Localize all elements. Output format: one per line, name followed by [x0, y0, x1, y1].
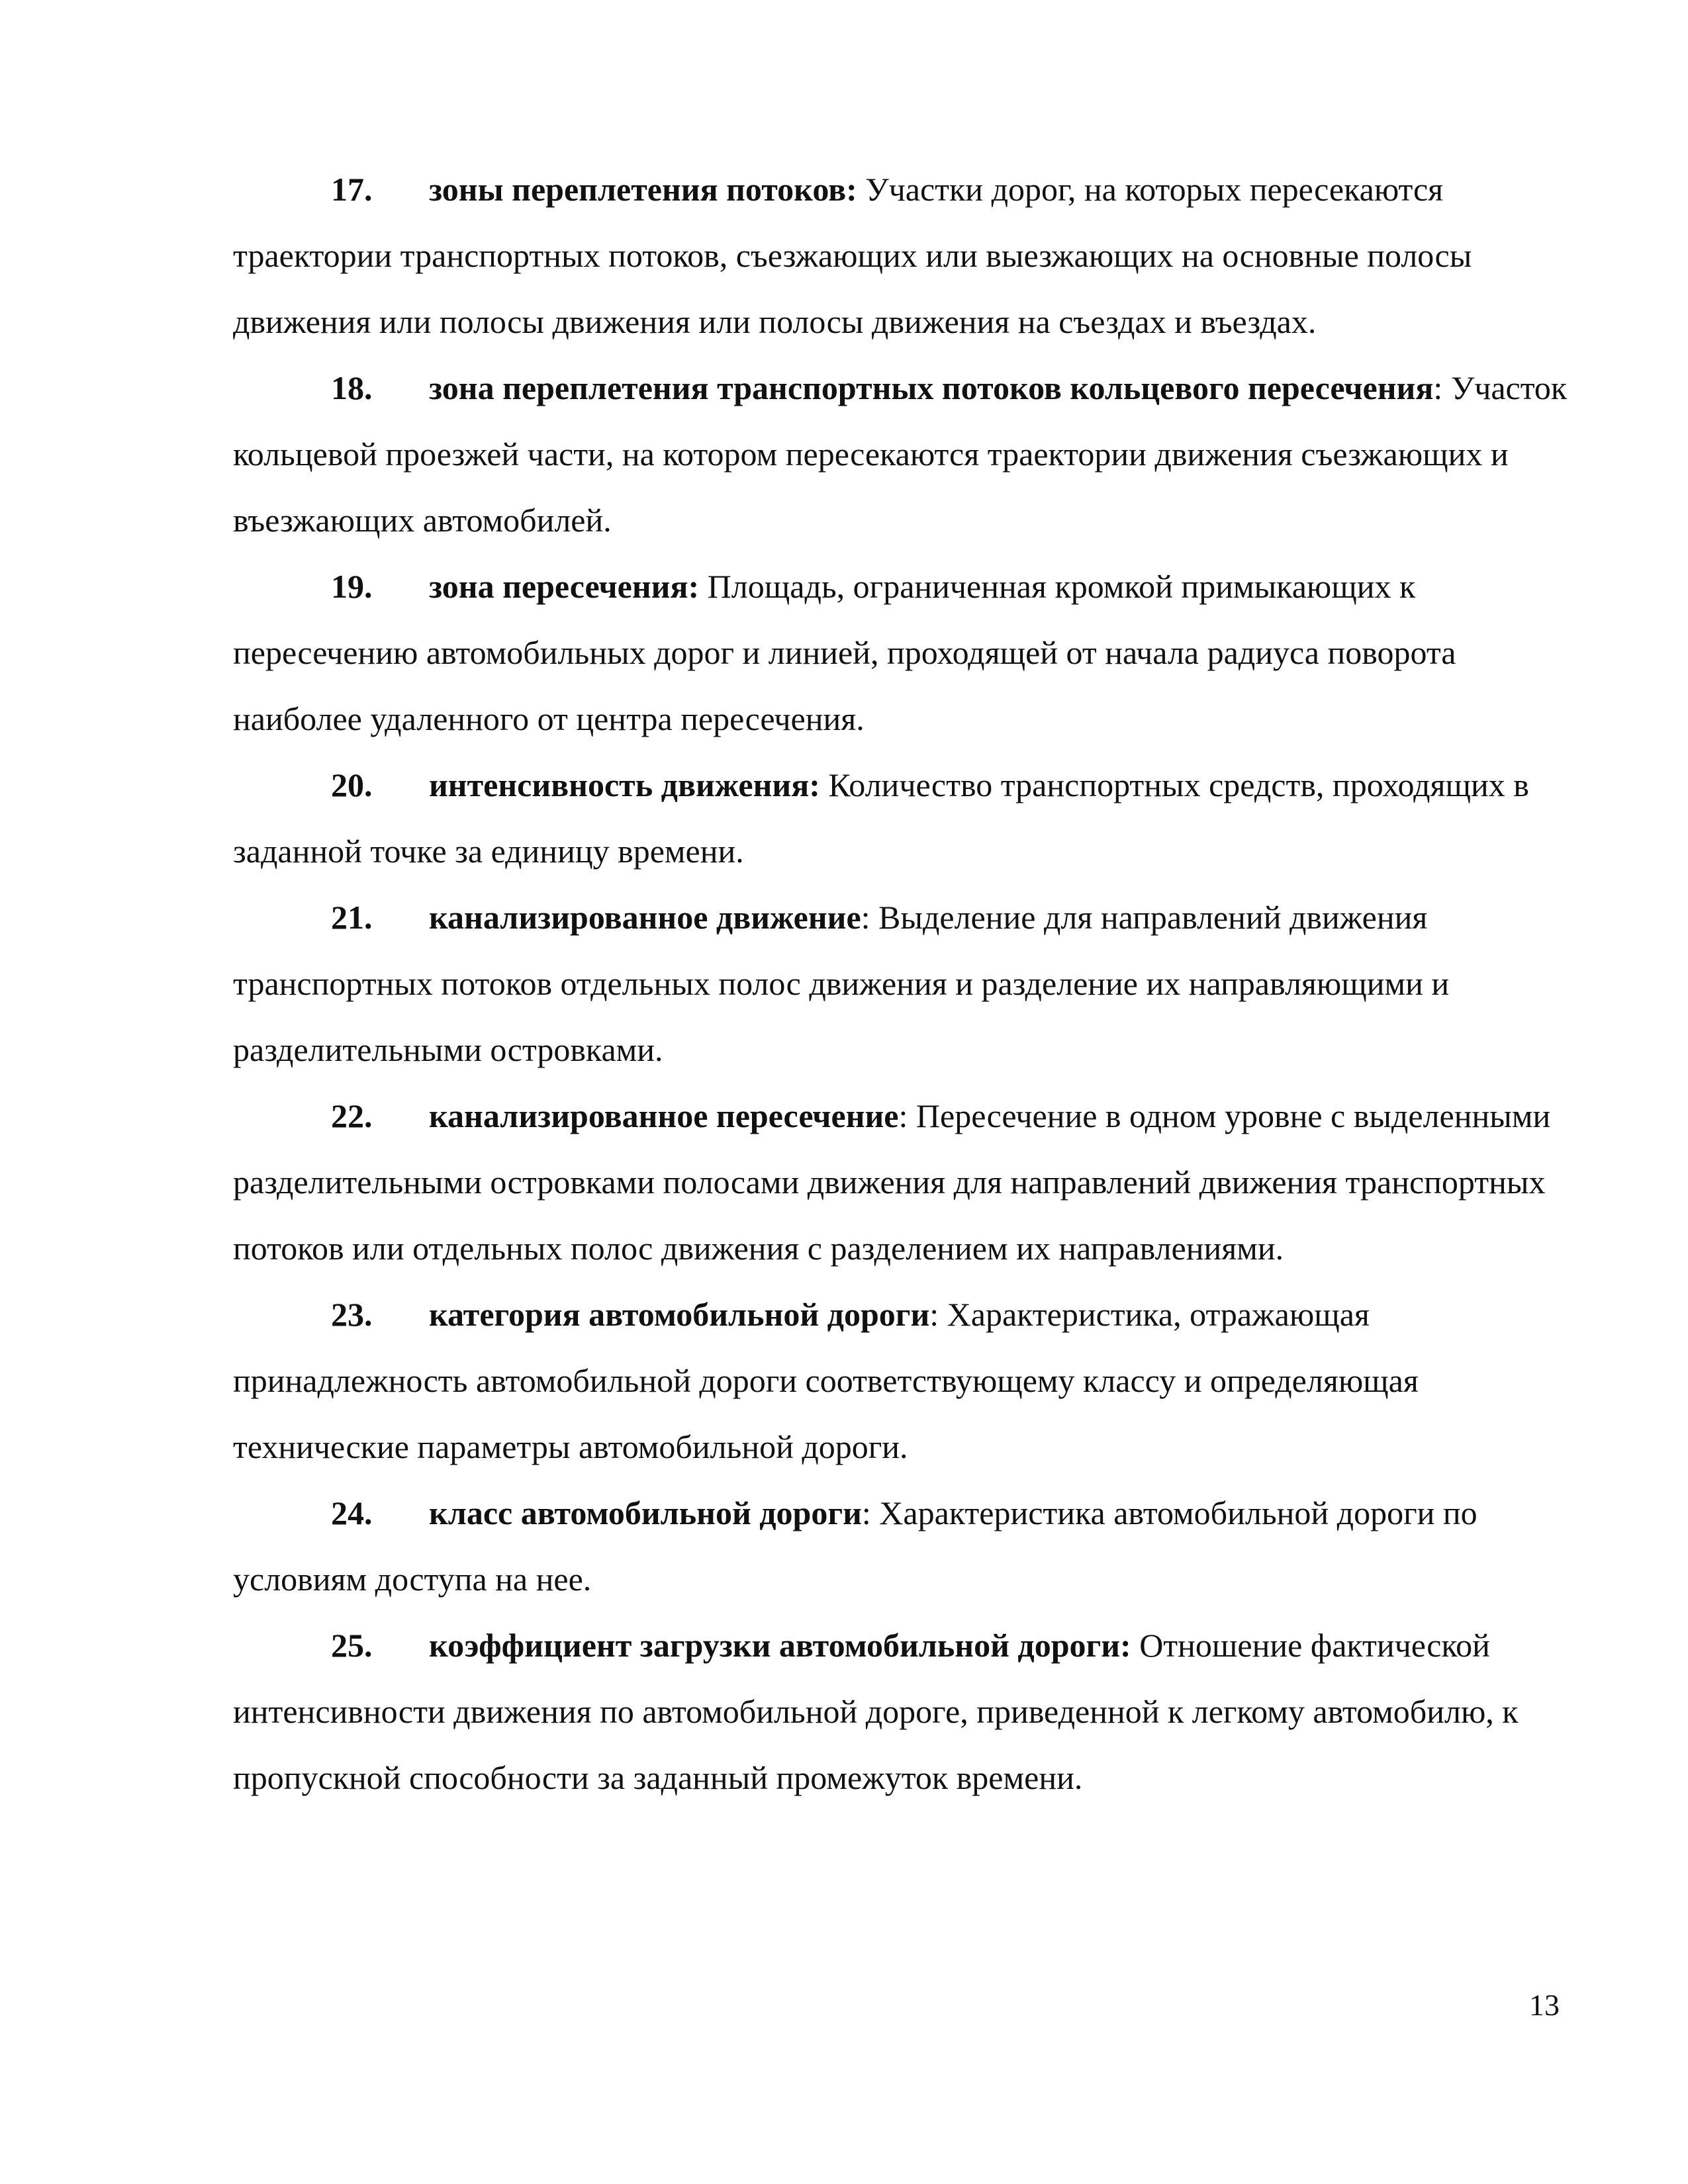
term-25: [233, 1612, 1570, 1811]
term-name: зоны переплетения потоков:: [429, 171, 857, 208]
term-number: 24.: [331, 1494, 373, 1531]
term-number: 21.: [331, 899, 373, 936]
term-20: [233, 752, 1570, 884]
document-body: [233, 156, 1570, 1811]
term-definition: Количество транспортных средств, проходящих в заданной точке за единицу времени.: [233, 766, 1529, 870]
term-name: канализированное пересечение: [429, 1097, 899, 1134]
term-21: [233, 884, 1570, 1083]
term-number: 20.: [331, 766, 373, 803]
term-22: [233, 1083, 1570, 1281]
term-definition: : Выделение для направлений движения транспортных потоков отдельных полос движения и разделение их направляющими и разделительными островками.: [233, 899, 1450, 1068]
term-definition: : Характеристика автомобильной дороги по условиям доступа на нее.: [233, 1494, 1477, 1598]
term-name: коэффициент загрузки автомобильной дороги:: [429, 1627, 1131, 1664]
term-23: [233, 1281, 1570, 1480]
term-definition: : Участок кольцевой проезжей части, на котором пересекаются траектории движения съезжающих и въезжающих автомобилей.: [233, 369, 1568, 539]
term-definition: Отношение фактической интенсивности движения по автомобильной дороге, приведенной к легкому автомобилю, к пропускной способности за заданный промежуток времени.: [233, 1627, 1519, 1796]
term-number: 18.: [331, 369, 373, 406]
term-name: зона пересечения:: [429, 568, 700, 605]
term-number: 22.: [331, 1097, 373, 1134]
term-definition: Участки дорог, на которых пересекаются траектории транспортных потоков, съезжающих или выезжающих на основные полосы движения или полосы движения или полосы движения на съездах и въездах.: [233, 171, 1472, 340]
term-name: категория автомобильной дороги: [429, 1296, 930, 1333]
term-18: [233, 355, 1570, 553]
term-17: [233, 156, 1570, 355]
term-number: 25.: [331, 1627, 373, 1664]
term-name: интенсивность движения:: [429, 766, 820, 803]
term-19: [233, 553, 1570, 752]
term-number: 17.: [331, 171, 373, 208]
term-number: 23.: [331, 1296, 373, 1333]
term-name: зона переплетения транспортных потоков кольцевого пересечения: [429, 369, 1434, 406]
page-number: 13: [1529, 1988, 1560, 2022]
term-definition: : Пересечение в одном уровне с выделенными разделительными островками полосами движения для направлений движения транспортных потоков или отдельных полос движения с разделением их направлениями.: [233, 1097, 1551, 1267]
term-24: [233, 1480, 1570, 1612]
term-name: класс автомобильной дороги: [429, 1494, 862, 1531]
term-definition: Площадь, ограниченная кромкой примыкающих к пересечению автомобильных дорог и линией, проходящей от начала радиуса поворота наиболее удаленного от центра пересечения.: [233, 568, 1456, 737]
term-number: 19.: [331, 568, 373, 605]
term-definition: : Характеристика, отражающая принадлежность автомобильной дороги соответствующему классу и определяющая технические параметры автомобильной дороги.: [233, 1296, 1419, 1465]
term-name: канализированное движение: [429, 899, 861, 936]
